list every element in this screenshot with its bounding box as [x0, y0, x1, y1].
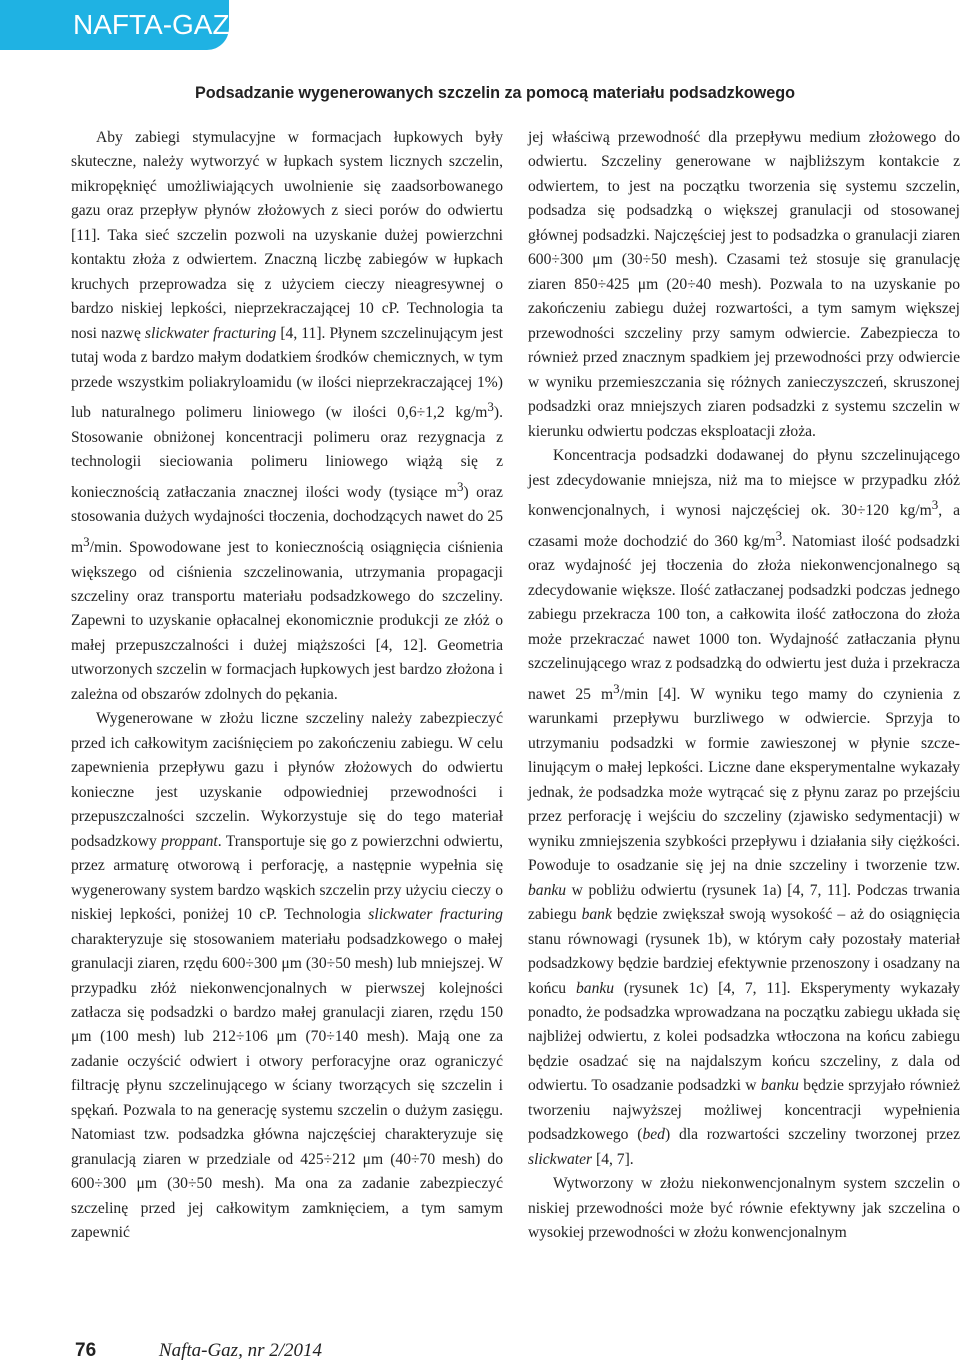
journal-banner [0, 0, 229, 50]
paragraph: jej właściwą przewodność dla przepływu medium złożowego do odwiertu. Szczeliny generowane w najbliższym kontakcie z odwiertem, to jest na początku tworzenia się systemu szczelin, podsadza się podsadzką o większej granulacji od stosowanej głównej podsadzki. Najczęściej jest to podsadzka o granulacji ziaren 600÷300 μm (30÷50 mesh). Czasami też stosuje się granulację ziaren 850÷425 μm (20÷40 mesh). Pozwala to na uzyskanie po zakończeniu zabiegu dużej rozwartości, a tym samym większej przewodności szczeliny przy samym odwiercie. Zabezpiecza to również przed znacznym spadkiem jej przewodności przy odwiercie w wyniku przemieszczania się różnych zanieczyszczeń, skruszonej podsadzki oraz mniejszych ziaren podsadzki z systemu szczelin w kierunku odwiertu podczas eksploatacji złoża. [528, 129, 960, 440]
paragraph: Aby zabiegi stymulacyjne w formacjach łupkowych były skuteczne, należy wytworzyć w łupkach system licznych szczelin, mikropęknięć umożliwiających uwolnienie się zaadsorbowanego gazu oraz przepływ płynów złożowych z sieci porów do odwiertu [11]. Taka sieć szczelin pozwoli na uzyskanie dużej powierzchni kontaktu złoża z odwiertem. Znaczną liczbę zabiegów w łupkach kruchych przeprowadza się z użyciem cieczy nieagresywnej o bardzo niskiej lepkości, nieprzekraczającej 10 cP. Technologia ta nosi nazwę slickwater fracturing [4, 11]. Płynem szczelinującym jest tutaj woda z bardzo małym dodatkiem środków chemicznych, w tym przede wszystkim poliakryloamidu (w ilości nieprzekraczającej 1%) lub naturalnego polimeru liniowego (w ilości 0,6÷1,2 $kg/m^3$). Stosowanie obniżonej koncentracji polimeru oraz rezygnacja z technologii sieciowania polimeru liniowego wiążą się z koniecznością zatłaczania znacznej ilości wody (tysiące $m^3$) oraz stosowania dużych wydajności tłoczenia, dochodzących nawet do 25 $m^3/\min$. Spowodowane jest to koniecznością osiągnięcia ciśnienia większego od ciśnienia szczelinowania, utrzymania propagacji szczeliny oraz transportu materiału podsadzkowego do szczeliny. Zapewni to uzyskanie opłacalnej ekonomicznie produkcji ze złóż o małej przepuszczalności i dużej miąższości [4, 12]. Geometria utworzonych szczelin w formacjach łupkowych jest bardzo złożona i zależna od obszarów zdolnych do pękania. [71, 129, 503, 703]
left-column [71, 126, 503, 1246]
page-footer [75, 1340, 322, 1362]
journal-issue: Nafta-Gaz, nr 2/2014 [158, 1340, 322, 1361]
journal-label: NAFTA-GAZ [73, 9, 230, 40]
paragraph: Koncentracja podsadzki dodawanej do płynu szczelinującego jest zdecydowanie mniejsza, niż ma to miejsce w przypadku złóż konwencjonalnych, i wynosi najczęściej ok. 30÷120 $kg/m^3$, a czasami może dochodzić do 360 $kg/m^3$. Natomiast ilość podsadzki oraz wydajność jej tłoczenia do złoża niekonwencjonalnego są zdecydowanie większe. Ilość zatłaczanej podsadzki podczas jednego zabiegu przekracza 100 ton, a całkowita ilość zatłoczona do złoża może przekraczać nawet 1000 ton. Wydajność zatłaczania płynu szczelinującego wraz z podsadzką do odwiertu jest duża i przekracza nawet 25 $m^3/\min$ [4]. W wyniku tego mamy do czynienia z warunkami przepływu burzliwego w odwiercie. Sprzyja to utrzymaniu podsadzki w formie zawieszonej w płynie szczelinującym o małej lepkości. Liczne dane eksperymentalne wykazały jednak, że podsadzka może wytrącać się z płynu zaraz po przejściu przez perforację i wejściu do szczeliny (zjawisko sedymentacji) w wyniku zmniejszenia szybkości przepływu i działania siły ciężkości. Powoduje to osadzanie się jej na dnie szczeliny i tworzenie tzw. banku w pobliżu odwiertu (rysunek 1a) [4, 7, 11]. Podczas trwania zabiegu bank będzie zwiększał swoją wysokość – aż do osiągnięcia stanu równowagi (rysunek 1b), w którym cały pozostały materiał podsadzkowy będzie bardziej efektywnie przenoszony i osadzany na końcu banku (rysunek 1c) [4, 7, 11]. Eksperymenty wykazały ponadto, że podsadzka wprowadzana na początku zabiegu układa się najbliżej odwiertu, z kolei podsadzka wtłoczona na końcu zabiegu będzie osadzać się na najdalszym końcu szczeliny, z dala od odwiertu. To osadzanie podsadzki w banku będzie sprzyjało również tworzeniu najwyższej możliwej koncentracji wypełnienia podsadzkowego (bed) dla rozwartości szczeliny tworzonej przez slickwater [4, 7]. [528, 447, 960, 1168]
paragraph: Wygenerowane w złożu liczne szczeliny należy zabezpieczyć przed ich całkowitym zaciśnięciem po zakończeniu zabiegu. W celu zapewnienia przepływu gazu i płynów złożowych do odwiertu konieczne jest uzyskanie odpowiedniej przewodności i przepuszczalności szczelin. Wykorzystuje się do tego materiał podsadzkowy proppant. Transportuje się go z powierzchni odwiertu, przez armaturę otworową i perforację, a następnie wypełnia się wygenerowany system bardzo wąskich szczelin przy użyciu cieczy o niskiej lepkości, poniżej 10 cP. Technologia slickwater fracturing charakteryzuje się stosowaniem materiału podsadzkowego o małej granulacji ziaren, rzędu 600÷300 μm (30÷50 mesh) lub mniejszej. W przypadku złóż niekonwencjonalnych w pierwszej kolejności zatłacza się podsadzki o bardzo małej granulacji ziaren, rzędu 150 μm (100 mesh) lub 212÷106 μm (70÷140 mesh). Mają one za zadanie oczyścić odwiert i otwory perforacyjne oraz ograniczyć filtrację płynu szczelinującego w ściany tworzących się szczelin i spękań. Pozwala to na generację systemu szczelin o dużym zasięgu. Natomiast tzw. podsadzka główna najczęściej charakteryzuje się granulacją ziaren w przedziale od 425÷212 μm (40÷70 mesh) do 600÷300 μm (30÷50 mesh). Ma ona za zadanie zabezpieczyć szczelinę przed jej całkowitym zamknięciem, a tym samym zapewnić [71, 710, 503, 1242]
page-number: 76 [75, 1340, 97, 1361]
right-column [528, 126, 960, 1246]
paragraph: Wytworzony w złożu niekonwencjonalnym system szczelin o niskiej przewodności może być równie efektywny jak szczelina o wysokiej przewodności w złożu konwencjonalnym [528, 1175, 960, 1242]
section-title: Podsadzanie wygenerowanych szczelin za pomocą materiału podsadzkowego [195, 84, 795, 102]
